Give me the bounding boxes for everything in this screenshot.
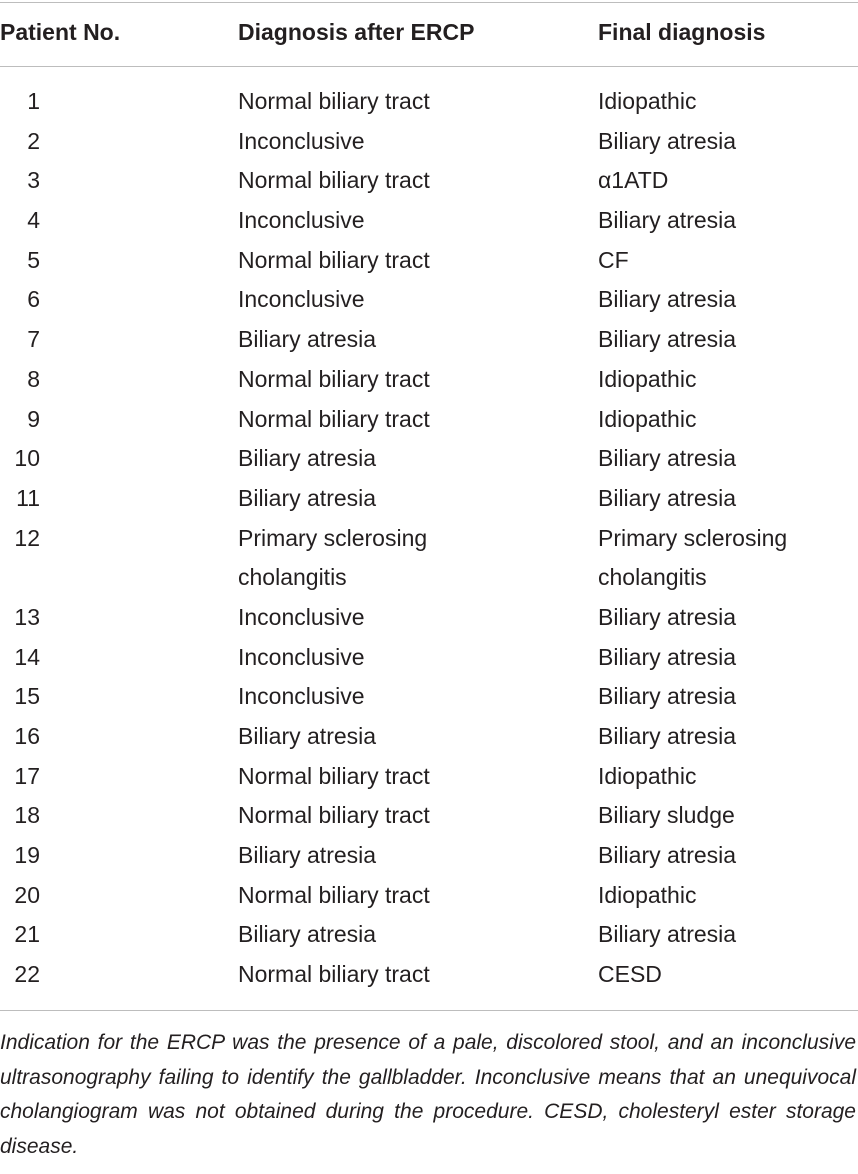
- cell-final-diagnosis: Biliary atresia: [598, 643, 737, 670]
- cell-diagnosis-after-ercp: Inconclusive: [238, 207, 365, 234]
- cell-patient-no: 11: [16, 484, 40, 511]
- cell-patient-no: 13: [14, 603, 40, 630]
- table-row: [0, 519, 858, 598]
- table-row: [0, 161, 858, 201]
- cell-final-diagnosis: α1ATD: [598, 167, 669, 194]
- table-row: [0, 717, 858, 757]
- cell-final-diagnosis: Idiopathic: [598, 405, 697, 432]
- cell-diagnosis-after-ercp: Normal biliary tract: [238, 365, 430, 392]
- cell-diagnosis-after-ercp: Inconclusive: [238, 127, 365, 154]
- table-header: [0, 0, 858, 66]
- cell-diagnosis-after-ercp: Primary sclerosing cholangitis: [238, 524, 428, 591]
- cell-final-diagnosis: CESD: [598, 961, 662, 988]
- cell-final-diagnosis: CF: [598, 246, 629, 273]
- table-row: [0, 479, 858, 519]
- cell-diagnosis-after-ercp: Biliary atresia: [238, 723, 377, 750]
- cell-patient-no: 4: [27, 207, 40, 234]
- table-row: [0, 677, 858, 717]
- table-row: [0, 836, 858, 876]
- cell-final-diagnosis: Idiopathic: [598, 88, 697, 114]
- cell-patient-no: 17: [14, 762, 40, 789]
- cell-final-diagnosis: Idiopathic: [598, 881, 697, 908]
- cell-final-diagnosis: Primary sclerosing cholangitis: [598, 524, 788, 591]
- cell-diagnosis-after-ercp: Biliary atresia: [238, 842, 377, 869]
- cell-diagnosis-after-ercp: Biliary atresia: [238, 484, 377, 511]
- table-row: [0, 439, 858, 479]
- header-patient-no: Patient No.: [0, 19, 121, 45]
- cell-final-diagnosis: Biliary atresia: [598, 842, 737, 869]
- table-row: [0, 638, 858, 678]
- cell-final-diagnosis: Biliary atresia: [598, 207, 737, 234]
- cell-final-diagnosis: Biliary atresia: [598, 445, 737, 472]
- table-row: [0, 915, 858, 955]
- table-row: [0, 598, 858, 638]
- table-row: [0, 280, 858, 320]
- table-row: [0, 201, 858, 241]
- cell-patient-no: 12: [14, 524, 40, 551]
- cell-diagnosis-after-ercp: Normal biliary tract: [238, 405, 430, 432]
- table-row: [0, 82, 858, 122]
- cell-patient-no: 3: [27, 167, 40, 194]
- cell-final-diagnosis: Biliary atresia: [598, 326, 737, 353]
- table-footnote: Indication for the ERCP was the presence of a pale, discolored stool, and an inconclusive ultrasonography failing to identify the gallbladder. Inconclusive means that an unequivocal cholangiogram was not obtained during the procedure. CESD, cholesteryl ester storage disease.: [0, 1031, 856, 1158]
- cell-patient-no: 15: [14, 683, 40, 710]
- cell-diagnosis-after-ercp: Biliary atresia: [238, 445, 377, 472]
- table-row: [0, 400, 858, 440]
- table-row: [0, 241, 858, 281]
- table-body: [0, 82, 858, 995]
- table-row: [0, 122, 858, 162]
- cell-final-diagnosis: Biliary atresia: [598, 723, 737, 750]
- table-header-rule: [0, 66, 858, 67]
- cell-patient-no: 10: [14, 445, 40, 472]
- cell-diagnosis-after-ercp: Normal biliary tract: [238, 167, 430, 194]
- cell-diagnosis-after-ercp: Normal biliary tract: [238, 762, 430, 789]
- table-row: [0, 360, 858, 400]
- cell-patient-no: 18: [14, 802, 40, 829]
- cell-diagnosis-after-ercp: Inconclusive: [238, 603, 365, 630]
- cell-diagnosis-after-ercp: Inconclusive: [238, 683, 365, 710]
- cell-patient-no: 1: [27, 88, 40, 114]
- table-row: [0, 955, 858, 995]
- cell-final-diagnosis: Biliary atresia: [598, 603, 737, 630]
- cell-diagnosis-after-ercp: Normal biliary tract: [238, 246, 430, 273]
- cell-diagnosis-after-ercp: Normal biliary tract: [238, 802, 430, 829]
- cell-patient-no: 20: [14, 881, 40, 908]
- cell-diagnosis-after-ercp: Inconclusive: [238, 643, 365, 670]
- cell-patient-no: 6: [27, 286, 40, 313]
- table-row: [0, 757, 858, 797]
- cell-final-diagnosis: Biliary atresia: [598, 921, 737, 948]
- cell-patient-no: 19: [14, 842, 40, 869]
- cell-patient-no: 5: [27, 246, 40, 273]
- header-final-diagnosis: Final diagnosis: [598, 19, 766, 45]
- cell-diagnosis-after-ercp: Biliary atresia: [238, 326, 377, 353]
- table-row: [0, 796, 858, 836]
- cell-diagnosis-after-ercp: Biliary atresia: [238, 921, 377, 948]
- cell-final-diagnosis: Biliary atresia: [598, 127, 737, 154]
- table-bottom-rule: [0, 1010, 858, 1011]
- cell-final-diagnosis: Idiopathic: [598, 365, 697, 392]
- cell-final-diagnosis: Biliary atresia: [598, 484, 737, 511]
- cell-patient-no: 9: [27, 405, 40, 432]
- cell-final-diagnosis: Biliary atresia: [598, 683, 737, 710]
- cell-patient-no: 8: [27, 365, 40, 392]
- cell-final-diagnosis: Biliary atresia: [598, 286, 737, 313]
- cell-final-diagnosis: Biliary sludge: [598, 802, 735, 829]
- cell-patient-no: 22: [14, 961, 40, 988]
- cell-diagnosis-after-ercp: Normal biliary tract: [238, 881, 430, 908]
- cell-diagnosis-after-ercp: Normal biliary tract: [238, 88, 430, 114]
- cell-patient-no: 21: [14, 921, 40, 948]
- cell-final-diagnosis: Idiopathic: [598, 762, 697, 789]
- table-row: [0, 320, 858, 360]
- cell-patient-no: 16: [14, 723, 40, 750]
- cell-patient-no: 2: [27, 127, 40, 154]
- table-row: [0, 876, 858, 916]
- cell-diagnosis-after-ercp: Inconclusive: [238, 286, 365, 313]
- header-diagnosis-after-ercp: Diagnosis after ERCP: [238, 19, 475, 45]
- cell-diagnosis-after-ercp: Normal biliary tract: [238, 961, 430, 988]
- cell-patient-no: 14: [14, 643, 40, 670]
- cell-patient-no: 7: [27, 326, 40, 353]
